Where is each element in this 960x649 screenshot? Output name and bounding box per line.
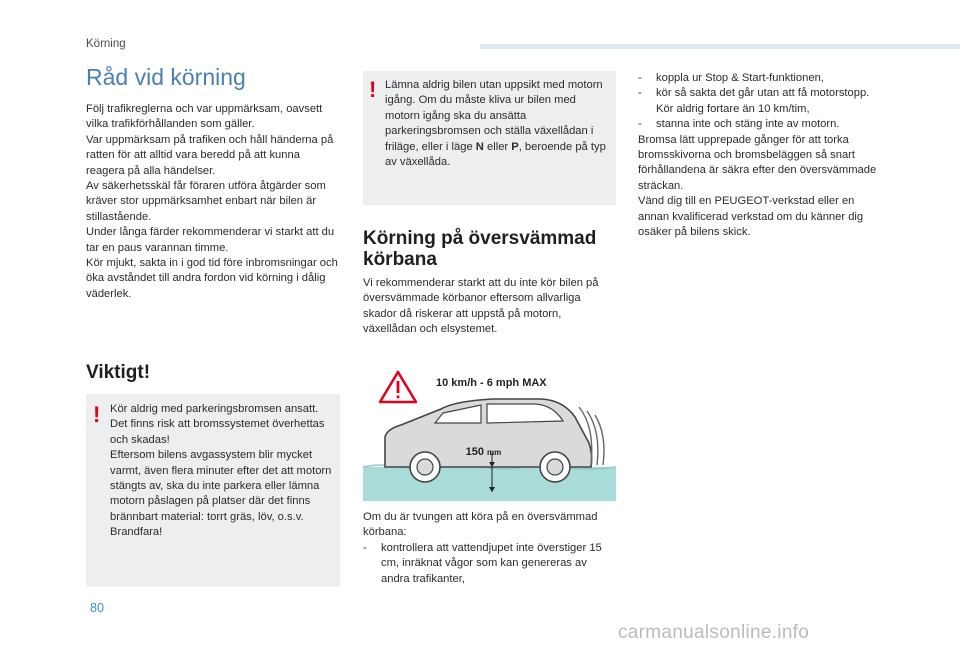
intro-paragraph: Var uppmärksam på trafiken och håll händerna på ratten för att alltid vara beredd på att kunna reagera på alla händelser. (86, 133, 334, 177)
list-item (638, 117, 888, 132)
bullet-dash: - (638, 87, 642, 100)
intro-paragraph: Av säkerhetsskäl får föraren utföra åtgärder som kräver stor uppmärksamhet enbart när bilen är stillastående. (86, 180, 326, 223)
gear-p: P (511, 140, 519, 153)
speed-limit-label: 10 km/h - 6 mph MAX (436, 377, 547, 389)
intro-paragraph: Kör mjukt, sakta in i god tid före inbromsningar och öka avståndet till andra fordon vid körning i dålig väderlek. (86, 257, 338, 300)
warning-text-part: , beroende på typ av växellåda. (385, 140, 606, 169)
warning-triangle-icon (380, 372, 416, 402)
warning-exclamation-icon: ! (369, 77, 377, 102)
page-title: Råd vid körning (86, 64, 246, 90)
warning-text (385, 78, 613, 170)
flood-illustration-svg (363, 367, 616, 501)
list-item (638, 86, 888, 101)
intro-paragraph: Under långa färder rekommenderar vi starkt att du tar en paus varannan timme. (86, 226, 335, 254)
warning-text-part: Lämna aldrig bilen utan uppsikt med motorn igång. Om du måste kliva ur bilen med motorn igång ska du ansätta parkeringsbromsen och ställa växellådan i friläge, eller i läge (385, 79, 603, 153)
important-paragraph: Kör aldrig med parkeringsbromsen ansatt. Det finns risk att bromssystemet överhettas och skadas! (110, 403, 325, 446)
after-paragraph: Bromsa lätt upprepade gånger för att torka bromsskivorna och bromsbeläggen så snart förhållandena är säkra efter den översvämmade sträckan. (638, 133, 877, 192)
warning-text-part: eller (483, 140, 512, 153)
list-item-text: stanna inte och stäng inte av motorn. (656, 118, 840, 131)
header-bar (480, 44, 960, 49)
flood-illustration (363, 367, 616, 501)
list-item-text: kontrollera att vattendjupet inte överstiger 15 cm, inräknat vågor som kan genereras av andra trafikanter, (381, 541, 602, 585)
flooded-heading: Körning på översvämmad körbana (363, 228, 597, 270)
water-area (363, 467, 616, 501)
important-paragraph: Eftersom bilens avgassystem blir mycket varmt, även flera minuter efter det att motorn stängts av, ska du inte parkera eller lämna motorn påslagen på platser där det finns brännbart material: torrt gräs, löv, o.s.v. Brandfara! (110, 449, 332, 539)
forced-text (363, 510, 616, 587)
important-box (86, 394, 340, 587)
warning-exclamation-icon: ! (93, 402, 101, 427)
warning-box (363, 71, 616, 205)
page-number: 80 (90, 601, 104, 615)
flooded-text: Vi rekommenderar starkt att du inte kör bilen på översvämmade körbanor eftersom allvarliga skador då riskerar att uppstå på motorn, växellådan och elsystemet. (363, 277, 599, 336)
after-paragraph: Vänd dig till en PEUGEOT-verkstad eller en annan kvalificerad verkstad om du känner dig osäker på bilens skick. (638, 195, 864, 239)
section-label: Körning (86, 38, 126, 50)
bullet-dash: - (638, 72, 642, 84)
watermark: carmanualsonline.info (618, 622, 810, 643)
list-item-text: koppla ur Stop & Start-funktionen, (656, 72, 824, 84)
depth-unit: mm (487, 448, 502, 457)
depth-value: 150 (465, 446, 484, 458)
important-text (110, 402, 337, 541)
intro-text (86, 102, 340, 302)
list-item (363, 541, 616, 587)
right-column-text (638, 71, 888, 240)
bullet-dash: - (638, 118, 642, 131)
gear-n: N (475, 140, 484, 153)
important-heading: Viktigt! (86, 362, 151, 383)
list-item (638, 71, 888, 86)
forced-intro: Om du är tvungen att köra på en översvämmad körbana: (363, 511, 598, 539)
intro-paragraph: Följ trafikreglerna och var uppmärksam, oavsett vilka trafikförhållanden som gäller. (86, 103, 323, 131)
list-item-text: kör så sakta det går utan att få motorstopp. (656, 87, 870, 100)
bullet-dash: - (363, 541, 367, 554)
list-item-continuation: Kör aldrig fortare än 10 km/tim, (656, 102, 810, 115)
